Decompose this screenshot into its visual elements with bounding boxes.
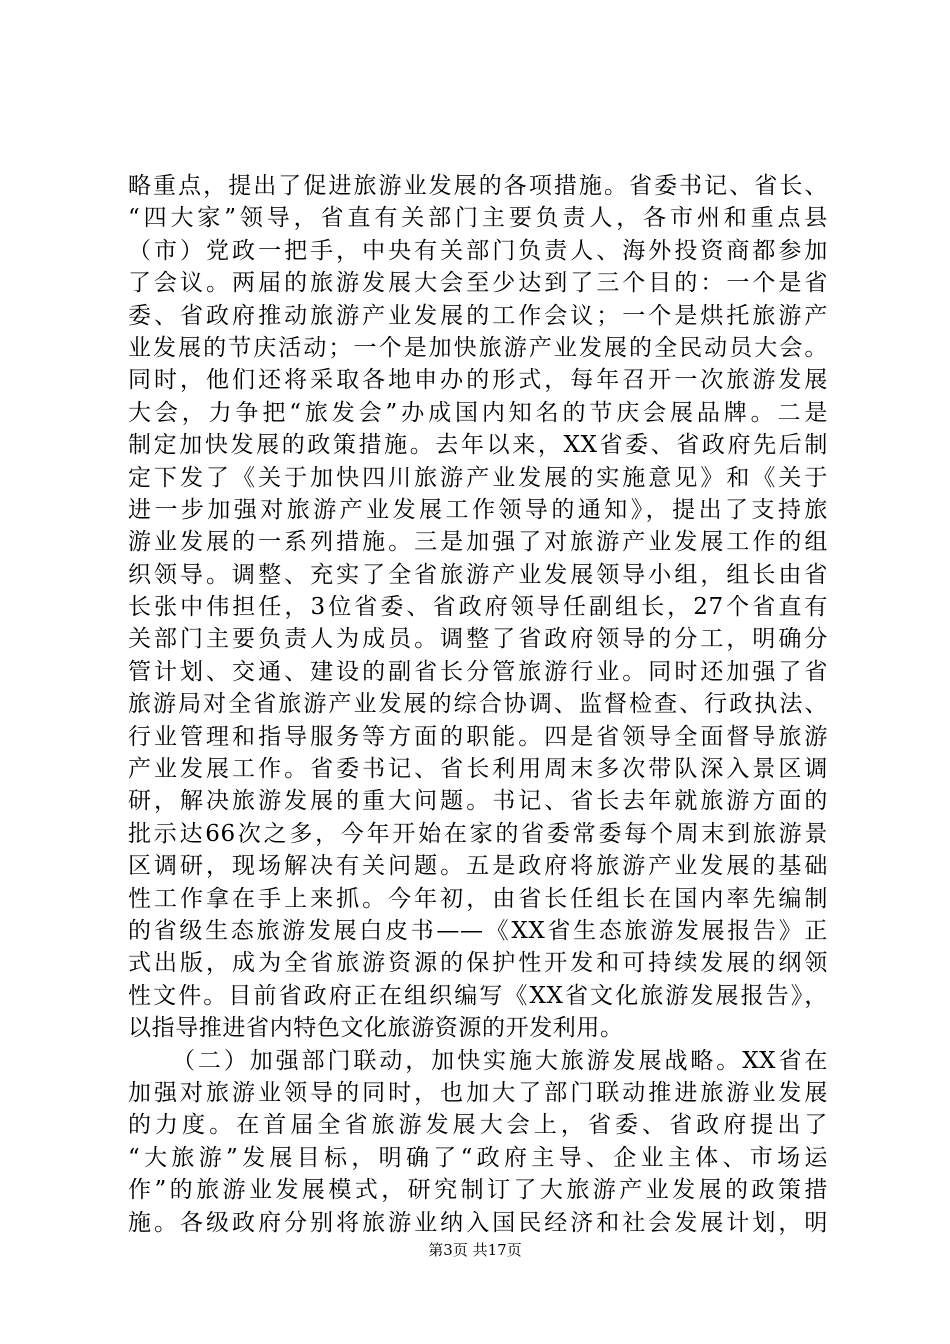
text-line: 性文件。目前省政府正在组织编写《XX省文化旅游发展报告》，: [128, 982, 828, 1009]
text-line: 游业发展的一系列措施。三是加强了对旅游产业发展工作的组: [128, 529, 828, 556]
text-line: 施。各级政府分别将旅游业纳入国民经济和社会发展计划，明: [128, 1209, 828, 1236]
text-line: 作”的旅游业发展模式，研究制订了大旅游产业发展的政策措: [128, 1177, 828, 1204]
text-line: 的省级生态旅游发展白皮书——《XX省生态旅游发展报告》正: [128, 917, 828, 944]
text-line: 长张中伟担任，3位省委、省政府领导任副组长，27个省直有: [128, 594, 828, 621]
text-line: 委、省政府推动旅游产业发展的工作会议；一个是烘托旅游产: [128, 302, 828, 329]
body-text: [128, 170, 828, 1239]
text-line: 旅游局对全省旅游产业发展的综合协调、监督检查、行政执法、: [128, 691, 828, 718]
text-line: 研，解决旅游发展的重大问题。书记、省长去年就旅游方面的: [128, 788, 828, 815]
text-line: 关部门主要负责人为成员。调整了省政府领导的分工，明确分: [128, 626, 828, 653]
text-line: “四大家”领导，省直有关部门主要负责人，各市州和重点县: [128, 205, 828, 232]
page-number-footer: 第3页 共17页: [428, 1241, 522, 1259]
text-line: 制定加快发展的政策措施。去年以来，XX省委、省政府先后制: [128, 432, 828, 459]
text-line: （市）党政一把手，中央有关部门负责人、海外投资商都参加: [128, 237, 828, 264]
text-line: 业发展的节庆活动；一个是加快旅游产业发展的全民动员大会。: [128, 334, 828, 361]
text-line: 行业管理和指导服务等方面的职能。四是省领导全面督导旅游: [128, 723, 828, 750]
text-line: 加强对旅游业领导的同时，也加大了部门联动推进旅游业发展: [128, 1079, 828, 1106]
text-line: 大会，力争把“旅发会”办成国内知名的节庆会展品牌。二是: [128, 399, 828, 426]
text-line: 式出版，成为全省旅游资源的保护性开发和可持续发展的纲领: [128, 950, 828, 977]
text-line: 批示达66次之多，今年开始在家的省委常委每个周末到旅游景: [128, 820, 828, 847]
text-line: 产业发展工作。省委书记、省长利用周末多次带队深入景区调: [128, 756, 828, 783]
text-line: 织领导。调整、充实了全省旅游产业发展领导小组，组长由省: [128, 561, 828, 588]
text-line: 管计划、交通、建设的副省长分管旅游行业。同时还加强了省: [128, 658, 828, 685]
paragraph-end-line: 以指导推进省内特色文化旅游资源的开发利用。: [128, 1015, 624, 1042]
text-line: 区调研，现场解决有关问题。五是政府将旅游产业发展的基础: [128, 853, 828, 880]
text-line: 了会议。两届的旅游发展大会至少达到了三个目的：一个是省: [128, 270, 828, 297]
text-line: 定下发了《关于加快四川旅游产业发展的实施意见》和《关于: [128, 464, 828, 491]
text-line: 的力度。在首届全省旅游发展大会上，省委、省政府提出了: [128, 1112, 828, 1139]
text-line: 略重点，提出了促进旅游业发展的各项措施。省委书记、省长、: [128, 173, 828, 199]
text-line: 进一步加强对旅游产业发展工作领导的通知》，提出了支持旅: [128, 496, 828, 523]
text-line: “大旅游”发展目标，明确了“政府主导、企业主体、市场运: [128, 1144, 828, 1171]
text-line: 同时，他们还将采取各地申办的形式，每年召开一次旅游发展: [128, 367, 828, 394]
section-heading-line: （二）加强部门联动，加快实施大旅游发展战略。XX省在: [172, 1047, 828, 1074]
text-line: 性工作拿在手上来抓。今年初，由省长任组长在国内率先编制: [128, 885, 828, 912]
